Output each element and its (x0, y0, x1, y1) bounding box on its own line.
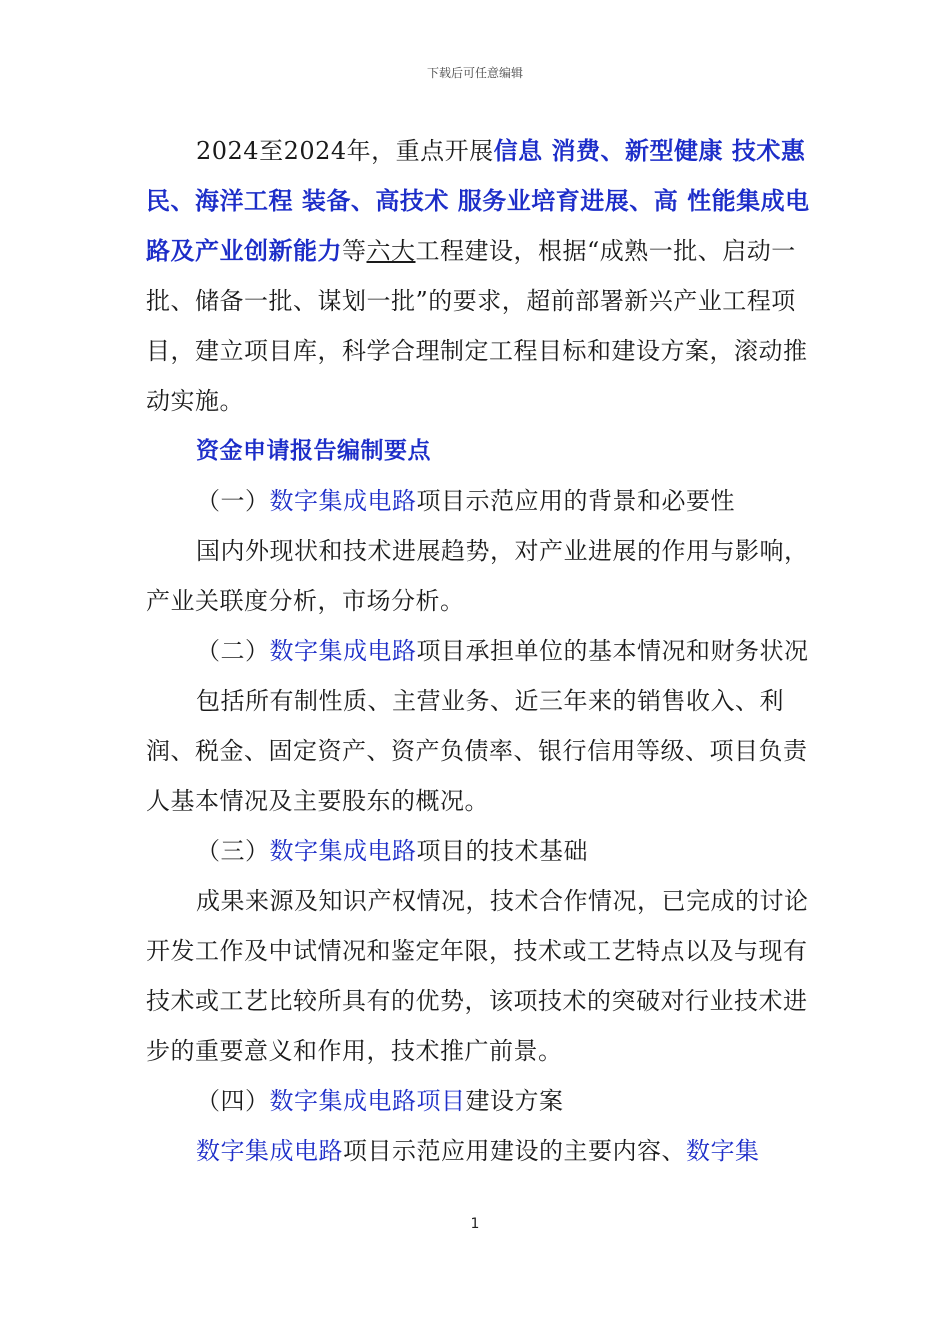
item2-subject: 数字集成电路 (269, 637, 417, 665)
item3-subject: 数字集成电路 (269, 837, 417, 865)
item1-title: 项目示范应用的背景和必要性 (416, 487, 735, 515)
item4-title: 建设方案 (465, 1087, 564, 1115)
document-body (146, 126, 810, 1176)
item3-body: 成果来源及知识产权情况，技术合作情况，已完成的讨论开发工作及中试情况和鉴定年限，技术或工艺特点以及与现有技术或工艺比较所具有的优势，该项技术的突破对行业技术进步的重要意义和作用，技术推广前景。 (146, 887, 809, 1065)
item1-heading (146, 476, 810, 526)
item4-subject: 数字集成电路项目 (269, 1087, 466, 1115)
intro-text-1: 2024至2024年，重点开展 (196, 137, 494, 165)
intro-paragraph (146, 126, 810, 426)
item2-title: 项目承担单位的基本情况和财务状况 (416, 637, 809, 665)
item1-body: 国内外现状和技术进展趋势，对产业进展的作用与影响，产业关联度分析，市场分析。 (146, 537, 809, 615)
item4-body (146, 1126, 810, 1176)
item4-body-text: 项目示范应用建设的主要内容、 (343, 1137, 686, 1165)
item2-heading (146, 626, 810, 676)
item4-body-subject-2: 数字集 (686, 1137, 760, 1165)
item3-heading (146, 826, 810, 876)
intro-text-3: 工程建设，根据“成熟一批、启动一批、储备一批、谋划一批”的要求，超前部署新兴产业工程项目，建立项目库，科学合理制定工程目标和建设方案，滚动推动实施。 (146, 237, 808, 415)
item3-title: 项目的技术基础 (416, 837, 588, 865)
item1-number: （一） (196, 487, 270, 515)
item4-number: （四） (196, 1087, 270, 1115)
item3-number: （三） (196, 837, 270, 865)
item4-body-subject: 数字集成电路 (196, 1137, 343, 1165)
item4-heading (146, 1076, 810, 1126)
section-title: 资金申请报告编制要点 (196, 438, 431, 464)
intro-underlined: 六大 (366, 237, 416, 265)
header-note: 下载后可任意编辑 (426, 66, 523, 80)
item2-number: （二） (196, 637, 270, 665)
item2-body: 包括所有制性质、主营业务、近三年来的销售收入、利润、税金、固定资产、资产负债率、银行信用等级、项目负责人基本情况及主要股东的概况。 (146, 687, 808, 815)
item1-subject: 数字集成电路 (269, 487, 417, 515)
intro-highlight: 信息 消费、新型健康 技术惠民、海洋工程 装备、高技术 服务业培育进展、高 性能集成电路及产业创新能力 (146, 137, 810, 265)
page-number: 1 (470, 1216, 480, 1232)
intro-text-2: 等 (342, 237, 367, 265)
